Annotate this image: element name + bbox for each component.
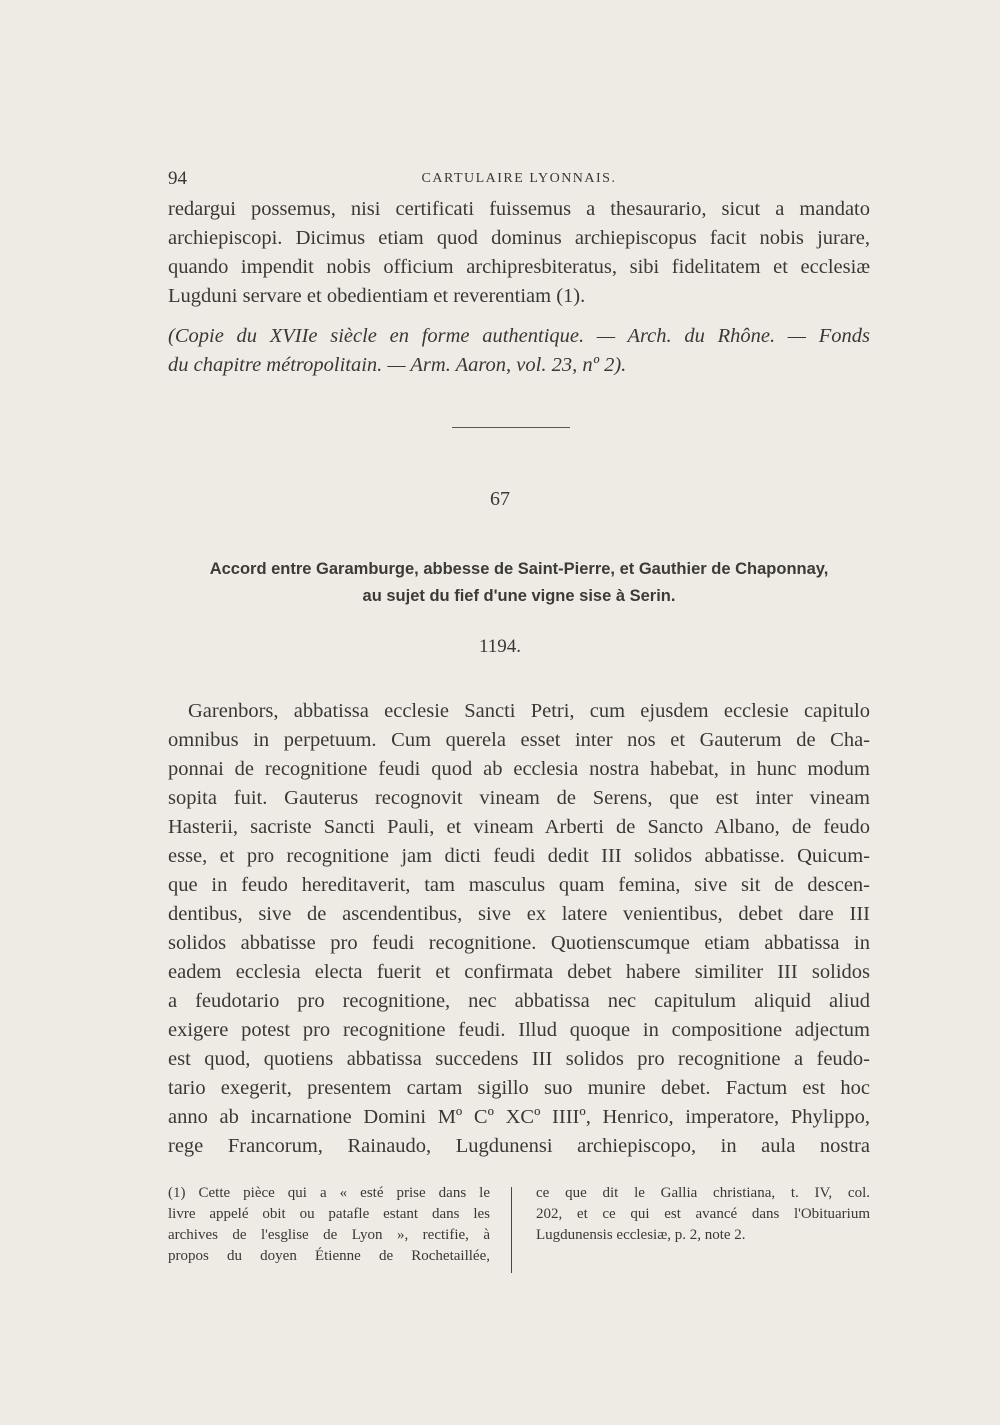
- continuation-text: [168, 195, 870, 311]
- body-line: ponnai de recognitione feudi quod ab ecclesia nostra habebat, in hunc modum: [168, 758, 870, 780]
- body-line: solidos abbatisse pro feudi recognitione. Quotienscumque etiam abbatissa in: [168, 932, 870, 954]
- body-line: Hasterii, sacriste Sancti Pauli, et vineam Arberti de Sancto Albano, de feudo: [168, 816, 870, 838]
- running-title: CARTULAIRE LYONNAIS.: [421, 171, 617, 186]
- body-line: exigere potest pro recognitione feudi. Illud quoque in compositione adjectum: [168, 1019, 870, 1041]
- source-note: [168, 322, 870, 380]
- document-year: 1194.: [478, 636, 522, 657]
- continuation-line: quando impendit nobis officium archipresbiteratus, sibi fidelitatem et ecclesiæ: [168, 256, 870, 278]
- footnote-line: livre appelé obit ou patafle estant dans les: [168, 1206, 490, 1222]
- document-number: 67: [490, 488, 510, 510]
- footnote-line: 202, et ce qui est avancé dans l'Obituarium: [536, 1206, 870, 1222]
- body-line: que in feudo hereditaverit, tam masculus quam femina, sive sit de descen-: [168, 874, 870, 896]
- continuation-line: Lugduni servare et obedientiam et reverentiam (1).: [168, 285, 586, 307]
- document-title-line: Accord entre Garamburge, abbesse de Saint-Pierre, et Gauthier de Chaponnay,: [209, 560, 829, 578]
- footnote-column-divider: [511, 1187, 512, 1273]
- footnote-right-column: [536, 1183, 870, 1246]
- footnote-line: (1) Cette pièce qui a « esté prise dans le: [168, 1185, 490, 1201]
- source-note-line: (Copie du XVIIe siècle en forme authentique. — Arch. du Rhône. — Fonds: [168, 325, 870, 347]
- footnote-line: propos du doyen Étienne de Rochetaillée,: [168, 1248, 490, 1264]
- footnote-left-column: [168, 1183, 490, 1267]
- document-title: [168, 556, 870, 610]
- page-number: 94: [168, 168, 187, 189]
- body-line: rege Francorum, Rainaudo, Lugdunensi archiepiscopo, in aula nostra: [168, 1135, 870, 1157]
- body-line: dentibus, sive de ascendentibus, sive ex latere venientibus, debet dare III: [168, 903, 870, 925]
- running-header: [168, 168, 870, 194]
- body-line: est quod, quotiens abbatissa succedens III solidos pro recognitione a feudo-: [168, 1048, 870, 1070]
- body-line: Garenbors, abbatissa ecclesie Sancti Petri, cum ejusdem ecclesie capitulo: [188, 700, 870, 722]
- footnotes: [168, 1183, 870, 1283]
- body-line: esse, et pro recognitione jam dicti feudi dedit III solidos abbatisse. Quicum-: [168, 845, 870, 867]
- body-line: sopita fuit. Gauterus recognovit vineam de Serens, que est inter vineam: [168, 787, 870, 809]
- section-divider: [452, 427, 570, 428]
- footnote-line: Lugdunensis ecclesiæ, p. 2, note 2.: [536, 1227, 746, 1243]
- footnote-line: ce que dit le Gallia christiana, t. IV, col.: [536, 1185, 870, 1201]
- body-line: eadem ecclesia electa fuerit et confirmata debet habere similiter III solidos: [168, 961, 870, 983]
- source-note-line: du chapitre métropolitain. — Arm. Aaron, vol. 23, nº 2).: [168, 354, 627, 376]
- document-title-line: au sujet du fief d'une vigne sise à Serin.: [362, 587, 676, 605]
- body-line: tario exegerit, presentem cartam sigillo suo munire debet. Factum est hoc: [168, 1077, 870, 1099]
- body-line: omnibus in perpetuum. Cum querela esset inter nos et Gauterum de Cha-: [168, 729, 870, 751]
- continuation-line: redargui possemus, nisi certificati fuissemus a thesaurario, sicut a mandato: [168, 198, 870, 220]
- footnote-line: archives de l'esglise de Lyon », rectifie, à: [168, 1227, 490, 1243]
- body-line: a feudotario pro recognitione, nec abbatissa nec capitulum aliquid aliud: [168, 990, 870, 1012]
- document-body: [168, 697, 870, 1161]
- continuation-line: archiepiscopi. Dicimus etiam quod dominus archiepiscopus facit nobis jurare,: [168, 227, 870, 249]
- body-line: anno ab incarnatione Domini Mº Cº XCº IIIIº, Henrico, imperatore, Phylippo,: [168, 1106, 870, 1128]
